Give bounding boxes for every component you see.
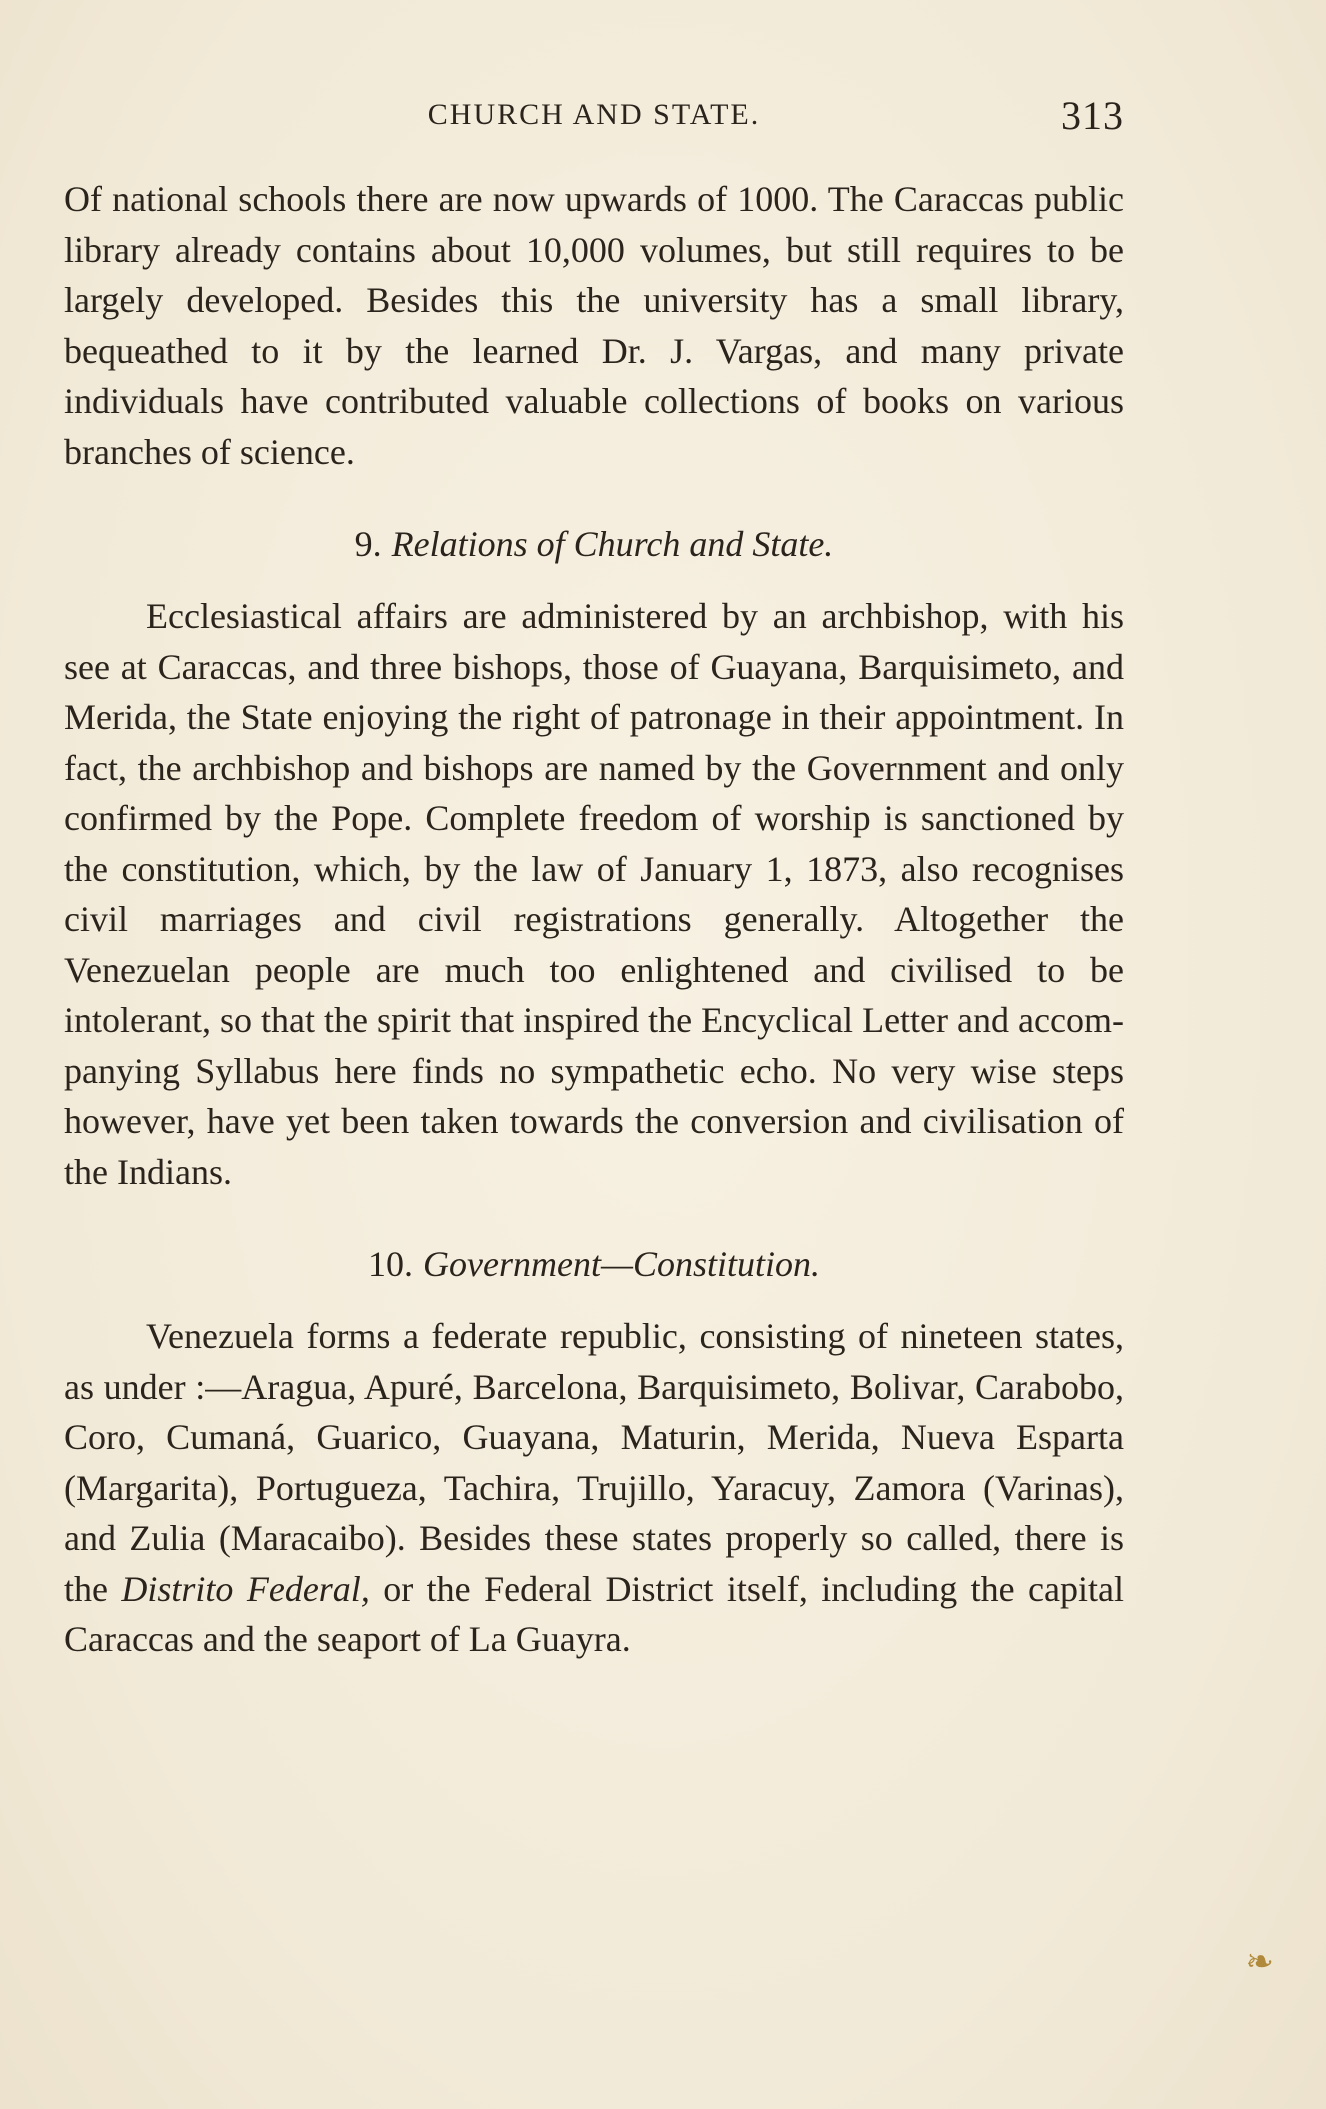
section-number: 9. xyxy=(354,524,382,564)
body-text xyxy=(64,174,1124,1665)
italic-term: Distrito Federal, xyxy=(121,1568,370,1609)
section-heading-church-state xyxy=(64,519,1124,569)
page-number: 313 xyxy=(1061,93,1124,138)
section-title: Relations of Church and State. xyxy=(391,524,834,564)
paragraph-ecclesiastical-affairs: Ecclesiastical affairs are administered by an archbishop, with his see at Caraccas, and three bishops, those of Guayana, Barquisimeto, and Merida, the State enjoying the right of patronage in their appointment. In fact, the archbishop and bishops are named by the Government and only confirmed by the Pope. Complete freedom of worship is sanctioned by the constitution, which, by the law of January 1, 1873, also recognises civil marriages and civil registrations generally. Altogether the Venezuelan people are much too enlightened and civilised to be intolerant, so that the spirit that inspired the Encyclical Letter and accompanying Syllabus here finds no sympathetic echo. No very wise steps however, have yet been taken towards the conversion and civilisation of the Indians. xyxy=(64,596,1124,1192)
paragraph-schools-library: Of national schools there are now upwards of 1000. The Caraccas public library already contains about 10,000 volumes, but still requires to be largely developed. Besides this the university has a small library, bequeathed to it by the learned Dr. J. Vargas, and many private individuals have contributed valuable collections of books on various branches of science. xyxy=(64,179,1124,472)
paragraph-text: Venezuela forms a federate republic, consisting of nineteen states, as under :—Aragua, Apuré, Barcelona, Barquisimeto, Bolivar, Carabobo, Coro, Cumaná, Guarico, Guayana, Maturin, Merida, Nueva Esparta (Margarita), Portugueza, Tachira, Trujillo, Yaracuy, Zamora (Varinas), and Zulia (Maracaibo). Besides these states properly so called, there is the xyxy=(64,1316,1124,1609)
paragraph-text: or the Federal District itself, including the capital Caraccas and the seaport of La Guayra. xyxy=(64,1568,1125,1659)
paper-blemish: ❧ xyxy=(1245,1944,1274,1981)
section-heading-government xyxy=(64,1239,1124,1289)
running-head xyxy=(64,92,1124,142)
running-title: CHURCH AND STATE. xyxy=(427,98,761,131)
section-number: 10. xyxy=(368,1244,413,1284)
paragraph-federate-republic xyxy=(64,1311,1124,1665)
section-title: Government—Constitution. xyxy=(423,1244,820,1284)
